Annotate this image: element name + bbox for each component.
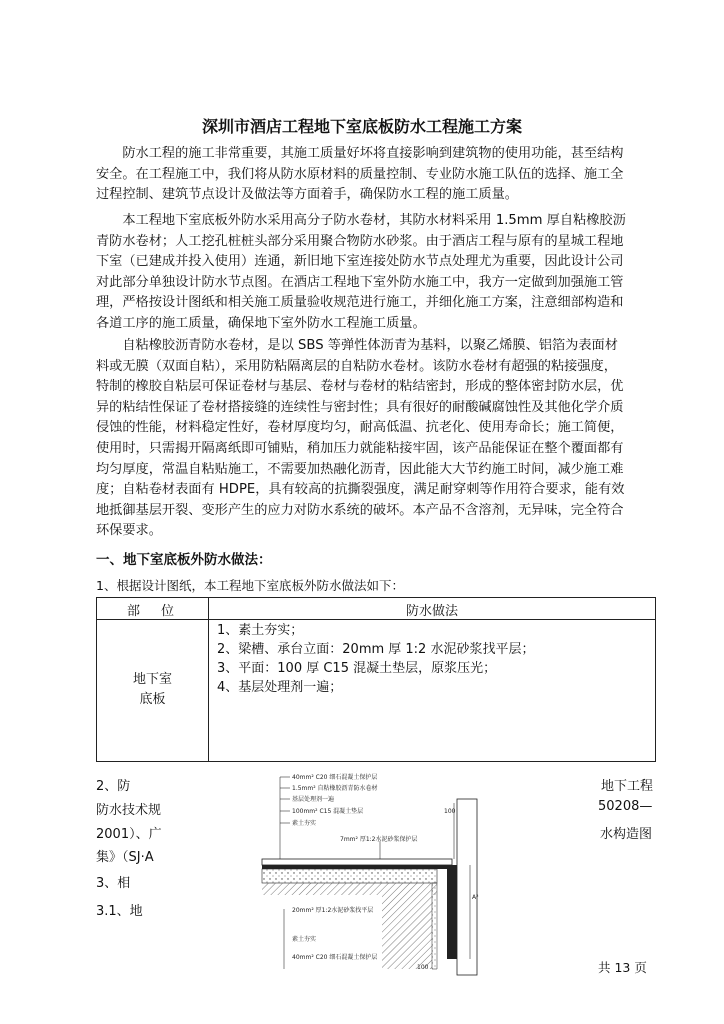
soil-layer [262,883,437,895]
text-fragment: 防水技术规 [96,803,162,818]
step-item: 1、素土夯实； [217,623,304,638]
step-item: 4、基层处理剂一遍； [217,680,343,695]
text-fragment: 3、相 [96,876,131,891]
text-line: 特制的橡胶自粘层可保证卷材与基层、卷材与卷材的粘结密封，形成的整体密封防水层，优 [96,379,624,395]
drawing-label: 素土夯实 [292,936,317,943]
part-line: 地下室 [132,672,172,687]
text-line: 下室（已建成并投入使用）连通，新旧地下室连接处防水节点处理尤为重要，因此设计公司 [96,254,624,270]
text-fragment: 地下工程 [601,779,654,794]
detail-svg [262,769,480,975]
text-line: 异的粘结性保证了卷材搭接缝的连续性与密封性；具有很好的耐酸碱腐蚀性及其他化学介质 [96,399,624,415]
text-line: 本工程地下室底板外防水采用高分子防水卷材，其防水材料采用 1.5mm 厚自粘橡胶沥 [96,213,626,228]
step-item: 3、平面：100 厚 C15 混凝土垫层，原浆压光； [217,661,497,676]
drawing-label: 40mm² C20 细石混凝土保护层 [292,954,378,961]
table-divider [208,598,209,761]
drawing-label: 20mm² 厚1:2水泥砂浆找平层 [292,907,374,914]
text-fragment: 2001）、广 [96,827,162,842]
table-header-part: 部 位 [126,604,178,619]
drawing-label: 7mm² 厚1:2水泥砂浆保护层 [340,836,418,843]
drawing-label: 40mm² C20 细石混凝土保护层 [292,774,378,781]
table-cell-part [97,670,208,716]
document-title: 深圳市酒店工程地下室底板防水工程施工方案 [201,117,522,136]
dim-label: 100 [417,964,429,971]
page-count: 共 13 页 [598,960,647,975]
drawing-label: 素土夯实 [292,820,317,827]
step-item: 2、梁槽、承台立面：20mm 厚 1:2 水泥砂浆找平层； [217,642,535,657]
drawing-label: 1.5mm² 自粘橡胶沥青防水卷材 [292,785,378,792]
text-line: 度；自粘卷材表面有 HDPE，具有较高的抗撕裂强度，满足耐穿刺等作用符合要求，能有效 [96,482,625,498]
paragraph-2 [96,211,656,335]
section-heading: 一、地下室底板外防水做法： [96,552,272,568]
text-line: 料或无膜（双面自粘），采用防粘隔离层的自粘防水卷材。该防水卷材有超强的粘接强度， [96,358,617,374]
text-line: 过程控制、建筑节点设计及做法等方面着手，确保防水工程的施工质量。 [96,187,518,203]
text-fragment: 3.1、地 [96,904,143,919]
dim-label: 100 [444,808,456,815]
section-subheading: 1、根据设计图纸，本工程地下室底板外防水做法如下： [96,578,404,593]
table-header-method: 防水做法 [405,604,458,619]
text-line: 自粘橡胶沥青防水卷材，是以 SBS 等弹性体沥青为基料，以聚乙烯膜、铝箔为表面材 [96,338,618,353]
drawing-label: 100mm² C15 混凝土垫层 [292,808,364,815]
text-line: 安全。在工程施工中，我们将从防水原材料的质量控制、专业防水施工队伍的选择、施工全 [96,166,624,182]
part-line: 底板 [139,692,166,707]
cushion-layer [262,869,437,883]
waterproof-detail-drawing [262,769,480,975]
waterproof-table [96,597,656,762]
text-fragment: 2、防 [96,779,131,794]
text-fragment: 水构造图 [600,827,653,842]
text-line: 使用时，只需揭开隔离纸即可铺贴，稍加压力就能粘接牢固，该产品能保证在整个覆面都有 [96,440,624,456]
text-line: 环保要求。 [96,523,162,539]
text-fragment: 50208— [598,799,653,814]
pit-wall-layer [432,883,437,969]
drawing-label: 基层处理剂一遍 [292,796,335,803]
text-line: 对此部分单独设计防水节点图。在酒店工程地下室外防水施工中，我方一定做到加强施工管 [96,274,624,290]
text-line: 青防水卷材；人工挖孔桩桩头部分采用聚合物防水砂浆。由于酒店工程与原有的星城工程地 [96,233,624,249]
paragraph-1 [96,144,656,206]
text-fragment: 集》（SJ·A [96,850,154,865]
pit-soil [382,895,432,969]
text-line: 地抵御基层开裂、变形产生的应力对防水系统的破坏。本产品不含溶剂，无异味，完全符合 [96,502,624,518]
text-line: 防水工程的施工非常重要，其施工质量好坏将直接影响到建筑物的使用功能，甚至结构 [96,146,624,161]
protect-layer [262,859,452,865]
text-line: 理，严格按设计图纸和相关施工质量验收规范进行施工，并细化施工方案，注意细部构造和 [96,295,624,311]
text-line: 各道工序的施工质量，确保地下室外防水工程施工质量。 [96,315,426,331]
text-line: 均匀厚度，常温自粘贴施工，不需要加热融化沥青，因此能大大节约施工时间，减少施工难 [96,461,624,477]
text-line: 侵蚀的性能，材料稳定性好，卷材厚度均匀，耐高低温、抗老化、使用寿命长；施工简便， [96,420,624,436]
paragraph-3 [96,336,656,542]
column [457,799,477,975]
membrane-layer [262,865,447,869]
pit-wall-membrane [447,865,457,959]
dim-label: A² [472,894,479,901]
table-cell-steps [217,621,535,695]
